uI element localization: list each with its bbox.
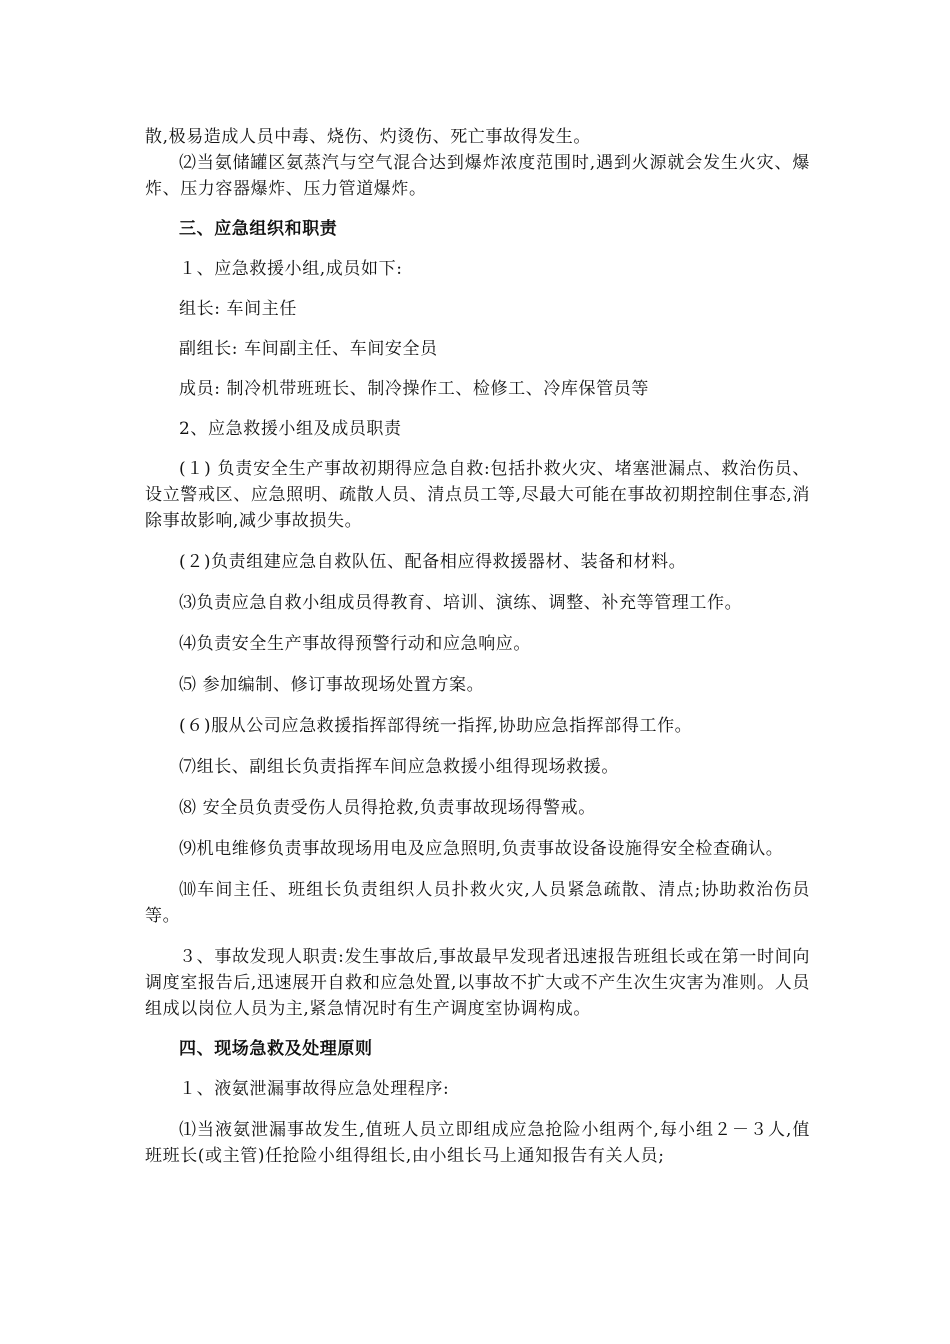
- paragraph-duty-6: (６)服从公司应急救援指挥部得统一指挥,协助应急指挥部得工作。: [179, 716, 693, 736]
- paragraph-duty-10: ⑽车间主任、班组长负责组织人员扑救火灾,人员紧急疏散、清点;协助救治伤员等。: [145, 880, 810, 926]
- paragraph-team-leader: 组长: 车间主任: [179, 299, 297, 319]
- paragraph-team-intro: １、应急救援小组,成员如下:: [179, 259, 403, 279]
- paragraph-duty-9: ⑼机电维修负责事故现场用电及应急照明,负责事故设备设施得安全检查确认。: [179, 839, 784, 859]
- paragraph-duty-8: ⑻ 安全员负责受伤人员得抢救,负责事故现场得警戒。: [179, 798, 596, 818]
- paragraph-duty-2: (２)负责组建应急自救队伍、配备相应得救援器材、装备和材料。: [179, 552, 687, 572]
- paragraph-duty-5: ⑸ 参加编制、修订事故现场处置方案。: [179, 675, 485, 695]
- paragraph-hazard-2: ⑵当氨储罐区氨蒸汽与空气混合达到爆炸浓度范围时,遇到火源就会发生火灾、爆炸、压力容器爆炸、压力管道爆炸。: [145, 153, 810, 199]
- paragraph-leak-step-1: ⑴当液氨泄漏事故发生,值班人员立即组成应急抢险小组两个,每小组２－３人,值班班长(或主管)任抢险小组得组长,由小组长马上通知报告有关人员;: [145, 1120, 810, 1166]
- paragraph-duties-title: 2、应急救援小组及成员职责: [179, 419, 402, 439]
- paragraph-duty-3: ⑶负责应急自救小组成员得教育、培训、演练、调整、补充等管理工作。: [179, 593, 743, 613]
- section-heading-3: 三、应急组织和职责: [179, 219, 338, 239]
- paragraph-duty-1: (１) 负责安全生产事故初期得应急自救:包括扑救火灾、堵塞泄漏点、救治伤员、设立警戒区、应急照明、疏散人员、清点员工等,尽最大可能在事故初期控制住事态,消除事故影响,减少事故损失。: [145, 459, 810, 531]
- paragraph-leak-procedure-title: １、液氨泄漏事故得应急处理程序:: [179, 1079, 450, 1099]
- paragraph-duty-7: ⑺组长、副组长负责指挥车间应急救援小组得现场救援。: [179, 757, 619, 777]
- paragraph-continuation: 散,极易造成人员中毒、烧伤、灼烫伤、死亡事故得发生。: [145, 127, 592, 147]
- document-page: [145, 124, 810, 1169]
- paragraph-deputy-leader: 副组长: 车间副主任、车间安全员: [179, 339, 438, 359]
- section-heading-4: 四、现场急救及处理原则: [179, 1039, 373, 1059]
- paragraph-discoverer-duty: ３、事故发现人职责:发生事故后,事故最早发现者迅速报告班组长或在第一时间向调度室报告后,迅速展开自救和应急处置,以事故不扩大或不产生次生灾害为准则。人员组成以岗位人员为主,紧急情况时有生产调度室协调构成。: [145, 947, 810, 1019]
- paragraph-members: 成员: 制冷机带班班长、制冷操作工、检修工、冷库保管员等: [179, 379, 649, 399]
- paragraph-duty-4: ⑷负责安全生产事故得预警行动和应急响应。: [179, 634, 531, 654]
